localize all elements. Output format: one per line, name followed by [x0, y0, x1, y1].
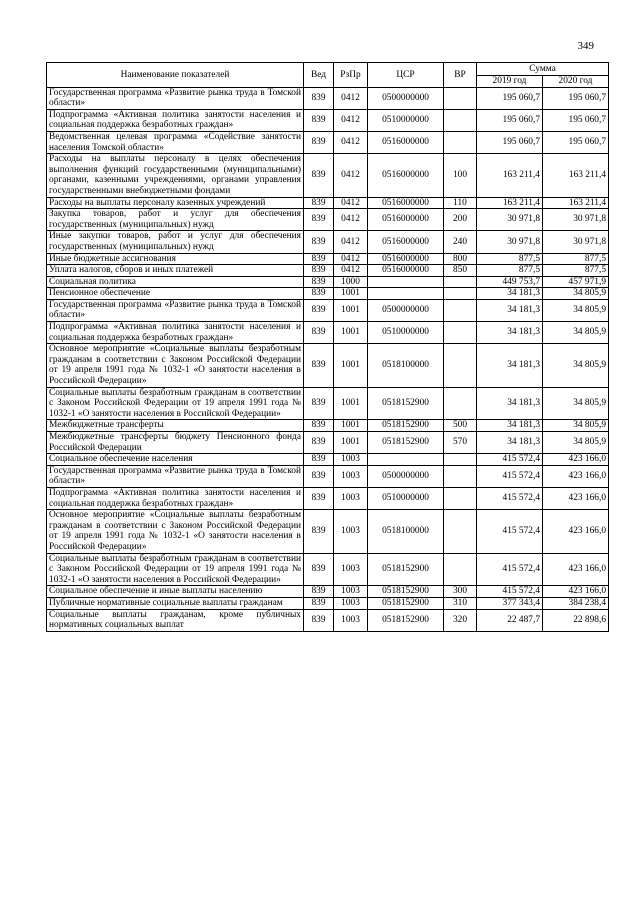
- row-csr: 0518152900: [368, 432, 444, 454]
- row-sum-2020: 34 805,9: [543, 344, 609, 387]
- row-csr: 0500000000: [368, 465, 444, 487]
- table-body: [47, 87, 609, 631]
- row-sum-2020: 30 971,8: [543, 231, 609, 253]
- row-sum-2020: 423 166,0: [543, 553, 609, 586]
- row-csr: 0500000000: [368, 87, 444, 109]
- row-csr: 0510000000: [368, 109, 444, 131]
- row-vr: [444, 487, 477, 509]
- row-sum-2020: 195 060,7: [543, 109, 609, 131]
- page-number: 349: [577, 40, 594, 52]
- row-ved: 839: [304, 432, 334, 454]
- row-name: Подпрограмма «Активная политика занятости населения и социальная поддержка безработных граждан»: [47, 322, 304, 344]
- row-rzpr: 1003: [334, 586, 368, 598]
- row-sum-2019: 415 572,4: [477, 454, 543, 466]
- row-ved: 839: [304, 276, 334, 288]
- row-name: Социальное обеспечение и иные выплаты населению: [47, 586, 304, 598]
- row-vr: [444, 288, 477, 300]
- row-rzpr: 1000: [334, 276, 368, 288]
- row-ved: 839: [304, 387, 334, 420]
- row-rzpr: 0412: [334, 131, 368, 153]
- row-sum-2019: 34 181,3: [477, 288, 543, 300]
- row-sum-2019: 30 971,8: [477, 231, 543, 253]
- table-row: [47, 597, 609, 609]
- table-row: [47, 586, 609, 598]
- row-vr: [444, 109, 477, 131]
- row-sum-2019: 415 572,4: [477, 510, 543, 553]
- row-vr: 240: [444, 231, 477, 253]
- row-vr: [444, 276, 477, 288]
- row-ved: 839: [304, 109, 334, 131]
- row-name: Публичные нормативные социальные выплаты гражданам: [47, 597, 304, 609]
- row-rzpr: 1003: [334, 597, 368, 609]
- row-name: Социальные выплаты безработным гражданам в соответствии с Законом Российской Федерации от 19 апреля 1991 года № 1032-1 «О занятости населения в Российской Федерации»: [47, 387, 304, 420]
- row-ved: 839: [304, 265, 334, 277]
- row-rzpr: 1003: [334, 553, 368, 586]
- table-row: [47, 432, 609, 454]
- row-sum-2020: 22 898,6: [543, 609, 609, 631]
- row-name: Межбюджетные трансферты: [47, 420, 304, 432]
- row-csr: 0516000000: [368, 231, 444, 253]
- row-sum-2019: 415 572,4: [477, 553, 543, 586]
- table-row: [47, 253, 609, 265]
- row-rzpr: 0412: [334, 209, 368, 231]
- row-vr: [444, 454, 477, 466]
- row-rzpr: 1001: [334, 322, 368, 344]
- table-row: [47, 322, 609, 344]
- row-vr: [444, 87, 477, 109]
- row-ved: 839: [304, 209, 334, 231]
- row-name: Иные бюджетные ассигнования: [47, 253, 304, 265]
- table-row: [47, 265, 609, 277]
- row-sum-2019: 195 060,7: [477, 87, 543, 109]
- row-csr: 0516000000: [368, 253, 444, 265]
- table-row: [47, 465, 609, 487]
- row-sum-2020: 877,5: [543, 265, 609, 277]
- row-rzpr: 1001: [334, 432, 368, 454]
- row-csr: 0518152900: [368, 597, 444, 609]
- row-sum-2019: 415 572,4: [477, 465, 543, 487]
- row-name: Подпрограмма «Активная политика занятости населения и социальная поддержка безработных граждан»: [47, 109, 304, 131]
- row-sum-2019: 34 181,3: [477, 432, 543, 454]
- row-name: Социальные выплаты гражданам, кроме публичных нормативных социальных выплат: [47, 609, 304, 631]
- row-ved: 839: [304, 197, 334, 209]
- row-sum-2020: 423 166,0: [543, 586, 609, 598]
- row-vr: [444, 299, 477, 321]
- budget-table: [46, 62, 609, 632]
- row-csr: 0500000000: [368, 299, 444, 321]
- row-sum-2020: 423 166,0: [543, 487, 609, 509]
- header-2020: 2020 год: [543, 76, 609, 88]
- row-ved: 839: [304, 231, 334, 253]
- row-sum-2019: 195 060,7: [477, 109, 543, 131]
- row-name: Основное мероприятие «Социальные выплаты безработным гражданам в соответствии с Законом Российской Федерации от 19 апреля 1991 года № 1032-1 «О занятости населения в Российской Федерации»: [47, 510, 304, 553]
- row-sum-2019: 449 753,7: [477, 276, 543, 288]
- row-sum-2020: 34 805,9: [543, 387, 609, 420]
- row-name: Расходы на выплаты персоналу казенных учреждений: [47, 197, 304, 209]
- row-sum-2020: 34 805,9: [543, 322, 609, 344]
- row-sum-2019: 30 971,8: [477, 209, 543, 231]
- table-row: [47, 553, 609, 586]
- row-sum-2020: 384 238,4: [543, 597, 609, 609]
- row-csr: 0518152900: [368, 609, 444, 631]
- row-csr: 0510000000: [368, 487, 444, 509]
- row-csr: 0516000000: [368, 209, 444, 231]
- row-sum-2019: 415 572,4: [477, 586, 543, 598]
- row-rzpr: 1003: [334, 465, 368, 487]
- row-rzpr: 0412: [334, 87, 368, 109]
- header-rzpr: РзПр: [334, 63, 368, 88]
- row-ved: 839: [304, 299, 334, 321]
- row-sum-2019: 163 211,4: [477, 154, 543, 197]
- row-sum-2019: 415 572,4: [477, 487, 543, 509]
- row-name: Социальное обеспечение населения: [47, 454, 304, 466]
- row-sum-2020: 195 060,7: [543, 87, 609, 109]
- row-csr: 0518152900: [368, 420, 444, 432]
- row-sum-2019: 163 211,4: [477, 197, 543, 209]
- row-sum-2020: 163 211,4: [543, 197, 609, 209]
- row-name: Социальная политика: [47, 276, 304, 288]
- row-vr: [444, 465, 477, 487]
- row-vr: [444, 510, 477, 553]
- row-rzpr: 1001: [334, 344, 368, 387]
- row-csr: 0516000000: [368, 154, 444, 197]
- table-row: [47, 154, 609, 197]
- row-sum-2020: 195 060,7: [543, 131, 609, 153]
- table-row: [47, 387, 609, 420]
- row-ved: 839: [304, 465, 334, 487]
- row-sum-2019: 22 487,7: [477, 609, 543, 631]
- row-sum-2019: 34 181,3: [477, 344, 543, 387]
- table-row: [47, 109, 609, 131]
- row-name: Закупка товаров, работ и услуг для обеспечения государственных (муниципальных) нужд: [47, 209, 304, 231]
- row-sum-2020: 34 805,9: [543, 299, 609, 321]
- row-rzpr: 0412: [334, 109, 368, 131]
- row-ved: 839: [304, 609, 334, 631]
- row-rzpr: 1003: [334, 487, 368, 509]
- row-name: Государственная программа «Развитие рынка труда в Томской области»: [47, 299, 304, 321]
- table-row: [47, 510, 609, 553]
- row-name: Расходы на выплаты персоналу в целях обеспечения выполнения функций государственными (муниципальными) органами, казенными учреждениями, органами управления государственными внебюджетными фондами: [47, 154, 304, 197]
- table-row: [47, 288, 609, 300]
- row-ved: 839: [304, 322, 334, 344]
- row-csr: 0518152900: [368, 586, 444, 598]
- row-rzpr: 1001: [334, 288, 368, 300]
- header-2019: 2019 год: [477, 76, 543, 88]
- row-vr: [444, 387, 477, 420]
- row-ved: 839: [304, 454, 334, 466]
- row-name: Межбюджетные трансферты бюджету Пенсионного фонда Российской Федерации: [47, 432, 304, 454]
- row-sum-2020: 163 211,4: [543, 154, 609, 197]
- row-sum-2020: 423 166,0: [543, 465, 609, 487]
- row-name: Государственная программа «Развитие рынка труда в Томской области»: [47, 465, 304, 487]
- row-csr: 0510000000: [368, 322, 444, 344]
- row-sum-2020: 423 166,0: [543, 454, 609, 466]
- row-vr: [444, 553, 477, 586]
- row-ved: 839: [304, 154, 334, 197]
- row-rzpr: 0412: [334, 154, 368, 197]
- row-ved: 839: [304, 420, 334, 432]
- row-csr: 0518152900: [368, 553, 444, 586]
- row-ved: 839: [304, 253, 334, 265]
- row-csr: 0518100000: [368, 344, 444, 387]
- row-rzpr: 0412: [334, 197, 368, 209]
- row-name: Подпрограмма «Активная политика занятости населения и социальная поддержка безработных граждан»: [47, 487, 304, 509]
- table-row: [47, 276, 609, 288]
- row-rzpr: 1001: [334, 387, 368, 420]
- row-vr: 570: [444, 432, 477, 454]
- row-sum-2020: 877,5: [543, 253, 609, 265]
- row-name: Иные закупки товаров, работ и услуг для обеспечения государственных (муниципальных) нужд: [47, 231, 304, 253]
- row-csr: [368, 288, 444, 300]
- row-sum-2020: 457 971,9: [543, 276, 609, 288]
- row-rzpr: 1003: [334, 454, 368, 466]
- header-name: Наименование показателей: [47, 63, 304, 88]
- row-sum-2020: 34 805,9: [543, 420, 609, 432]
- table-row: [47, 609, 609, 631]
- table-row: [47, 487, 609, 509]
- table-row: [47, 299, 609, 321]
- row-name: Государственная программа «Развитие рынка труда в Томской области»: [47, 87, 304, 109]
- row-rzpr: 1003: [334, 609, 368, 631]
- row-vr: 100: [444, 154, 477, 197]
- table-row: [47, 344, 609, 387]
- row-sum-2019: 34 181,3: [477, 299, 543, 321]
- row-vr: [444, 131, 477, 153]
- row-sum-2020: 423 166,0: [543, 510, 609, 553]
- row-sum-2019: 377 343,4: [477, 597, 543, 609]
- row-ved: 839: [304, 586, 334, 598]
- row-name: Основное мероприятие «Социальные выплаты безработным гражданам в соответствии с Законом Российской Федерации от 19 апреля 1991 года № 1032-1 «О занятости населения в Российской Федерации»: [47, 344, 304, 387]
- table-row: [47, 209, 609, 231]
- row-csr: 0516000000: [368, 131, 444, 153]
- table-row: [47, 231, 609, 253]
- row-ved: 839: [304, 510, 334, 553]
- header-csr: ЦСР: [368, 63, 444, 88]
- row-rzpr: 0412: [334, 253, 368, 265]
- row-sum-2019: 34 181,3: [477, 322, 543, 344]
- header-sum: Сумма: [477, 63, 609, 76]
- row-ved: 839: [304, 87, 334, 109]
- row-sum-2019: 877,5: [477, 265, 543, 277]
- row-rzpr: 1001: [334, 420, 368, 432]
- row-ved: 839: [304, 344, 334, 387]
- row-name: Ведомственная целевая программа «Содействие занятости населения Томской области»: [47, 131, 304, 153]
- row-sum-2020: 30 971,8: [543, 209, 609, 231]
- row-sum-2020: 34 805,9: [543, 288, 609, 300]
- row-csr: 0518152900: [368, 387, 444, 420]
- row-csr: 0518100000: [368, 510, 444, 553]
- row-sum-2019: 877,5: [477, 253, 543, 265]
- row-sum-2020: 34 805,9: [543, 432, 609, 454]
- table-row: [47, 87, 609, 109]
- table-row: [47, 420, 609, 432]
- row-name: Пенсионное обеспечение: [47, 288, 304, 300]
- row-csr: [368, 454, 444, 466]
- row-ved: 839: [304, 597, 334, 609]
- row-ved: 839: [304, 131, 334, 153]
- row-name: Социальные выплаты безработным гражданам в соответствии с Законом Российской Федерации от 19 апреля 1991 года № 1032-1 «О занятости населения в Российской Федерации»: [47, 553, 304, 586]
- row-sum-2019: 34 181,3: [477, 420, 543, 432]
- header-ved: Вед: [304, 63, 334, 88]
- row-csr: 0516000000: [368, 265, 444, 277]
- row-ved: 839: [304, 288, 334, 300]
- row-rzpr: 1003: [334, 510, 368, 553]
- row-ved: 839: [304, 487, 334, 509]
- row-rzpr: 1001: [334, 299, 368, 321]
- row-vr: 110: [444, 197, 477, 209]
- row-name: Уплата налогов, сборов и иных платежей: [47, 265, 304, 277]
- row-sum-2019: 195 060,7: [477, 131, 543, 153]
- row-vr: 800: [444, 253, 477, 265]
- row-vr: 300: [444, 586, 477, 598]
- row-sum-2019: 34 181,3: [477, 387, 543, 420]
- row-csr: [368, 276, 444, 288]
- row-rzpr: 0412: [334, 231, 368, 253]
- table-row: [47, 131, 609, 153]
- row-vr: [444, 322, 477, 344]
- row-vr: 320: [444, 609, 477, 631]
- row-vr: [444, 344, 477, 387]
- row-vr: 200: [444, 209, 477, 231]
- row-ved: 839: [304, 553, 334, 586]
- row-vr: 310: [444, 597, 477, 609]
- row-vr: 500: [444, 420, 477, 432]
- table-row: [47, 197, 609, 209]
- header-vr: ВР: [444, 63, 477, 88]
- row-csr: 0516000000: [368, 197, 444, 209]
- row-rzpr: 0412: [334, 265, 368, 277]
- row-vr: 850: [444, 265, 477, 277]
- table-row: [47, 454, 609, 466]
